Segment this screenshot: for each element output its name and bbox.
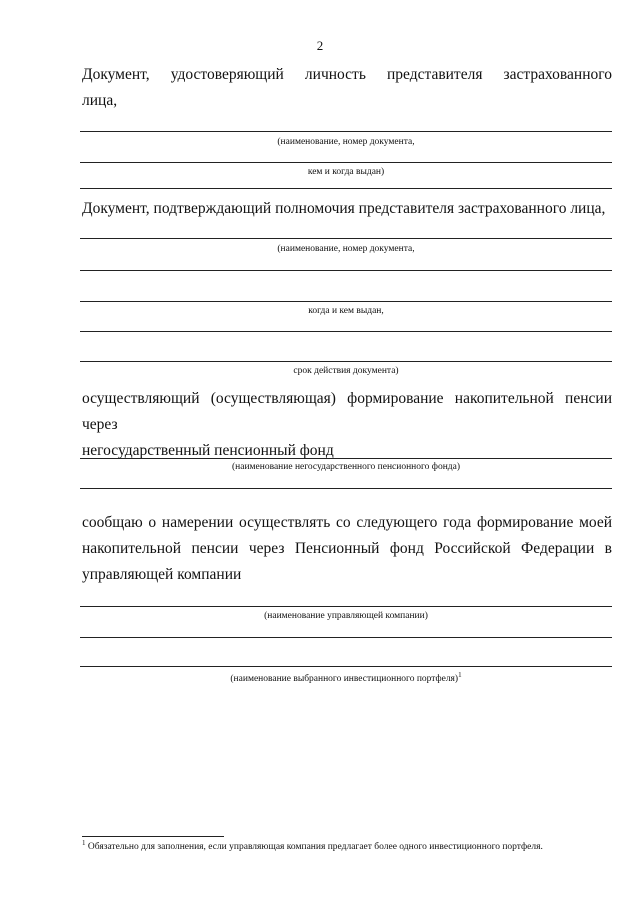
fill-line[interactable]	[80, 188, 612, 189]
fill-line[interactable]	[80, 637, 612, 638]
caption-investment-portfolio-text: (наименование выбранного инвестиционного портфеля)	[230, 674, 459, 685]
fill-line[interactable]	[80, 331, 612, 332]
fill-line[interactable]	[80, 666, 612, 667]
identity-document-label	[82, 62, 612, 114]
fill-line[interactable]	[80, 301, 612, 302]
intention-statement	[82, 510, 612, 588]
intention-line-1: сообщаю о намерении осуществлять со следующего года формирование моей	[82, 514, 612, 531]
npf-statement-line-2: негосударственный пенсионный фонд	[82, 442, 334, 459]
footnote	[82, 838, 612, 853]
fill-line[interactable]	[80, 606, 612, 607]
caption-document-validity: срок действия документа)	[293, 366, 399, 376]
caption-issued-by-when: кем и когда выдан)	[307, 167, 385, 177]
caption-document-name-number: (наименование, номер документа,	[277, 137, 415, 147]
fill-line[interactable]	[80, 361, 612, 362]
npf-statement	[82, 386, 612, 464]
fill-line[interactable]	[80, 488, 612, 489]
caption-when-issued-by: когда и кем выдан,	[308, 306, 384, 316]
caption-management-company: (наименование управляющей компании)	[264, 611, 428, 621]
fill-line[interactable]	[80, 162, 612, 163]
authority-document-label: Документ, подтверждающий полномочия представителя застрахованного лица,	[82, 200, 606, 217]
npf-statement-line-1: осуществляющий (осуществляющая) формирование накопительной пенсии через	[82, 390, 612, 433]
fill-line[interactable]	[80, 458, 612, 459]
caption-document-name-number-2: (наименование, номер документа,	[277, 244, 415, 254]
footnote-text: Обязательно для заполнения, если управляющая компания предлагает более одного инвестиционного портфеля.	[87, 842, 543, 853]
page-number: 2	[316, 38, 324, 53]
footnote-mark: 1	[82, 839, 86, 847]
fill-line[interactable]	[80, 238, 612, 239]
footnote-reference: 1	[458, 671, 462, 679]
caption-npf-name: (наименование негосударственного пенсионного фонда)	[232, 462, 460, 472]
fill-line[interactable]	[80, 270, 612, 271]
intention-line-2: накопительной пенсии через Пенсионный фонд Российской Федерации в	[82, 540, 612, 557]
identity-document-line-2: лица,	[82, 92, 118, 109]
intention-line-3: управляющей компании	[82, 566, 242, 583]
caption-investment-portfolio	[80, 670, 612, 685]
footnote-separator	[82, 836, 224, 837]
fill-line[interactable]	[80, 131, 612, 132]
identity-document-line-1: Документ, удостоверяющий личность представителя застрахованного	[82, 66, 612, 83]
